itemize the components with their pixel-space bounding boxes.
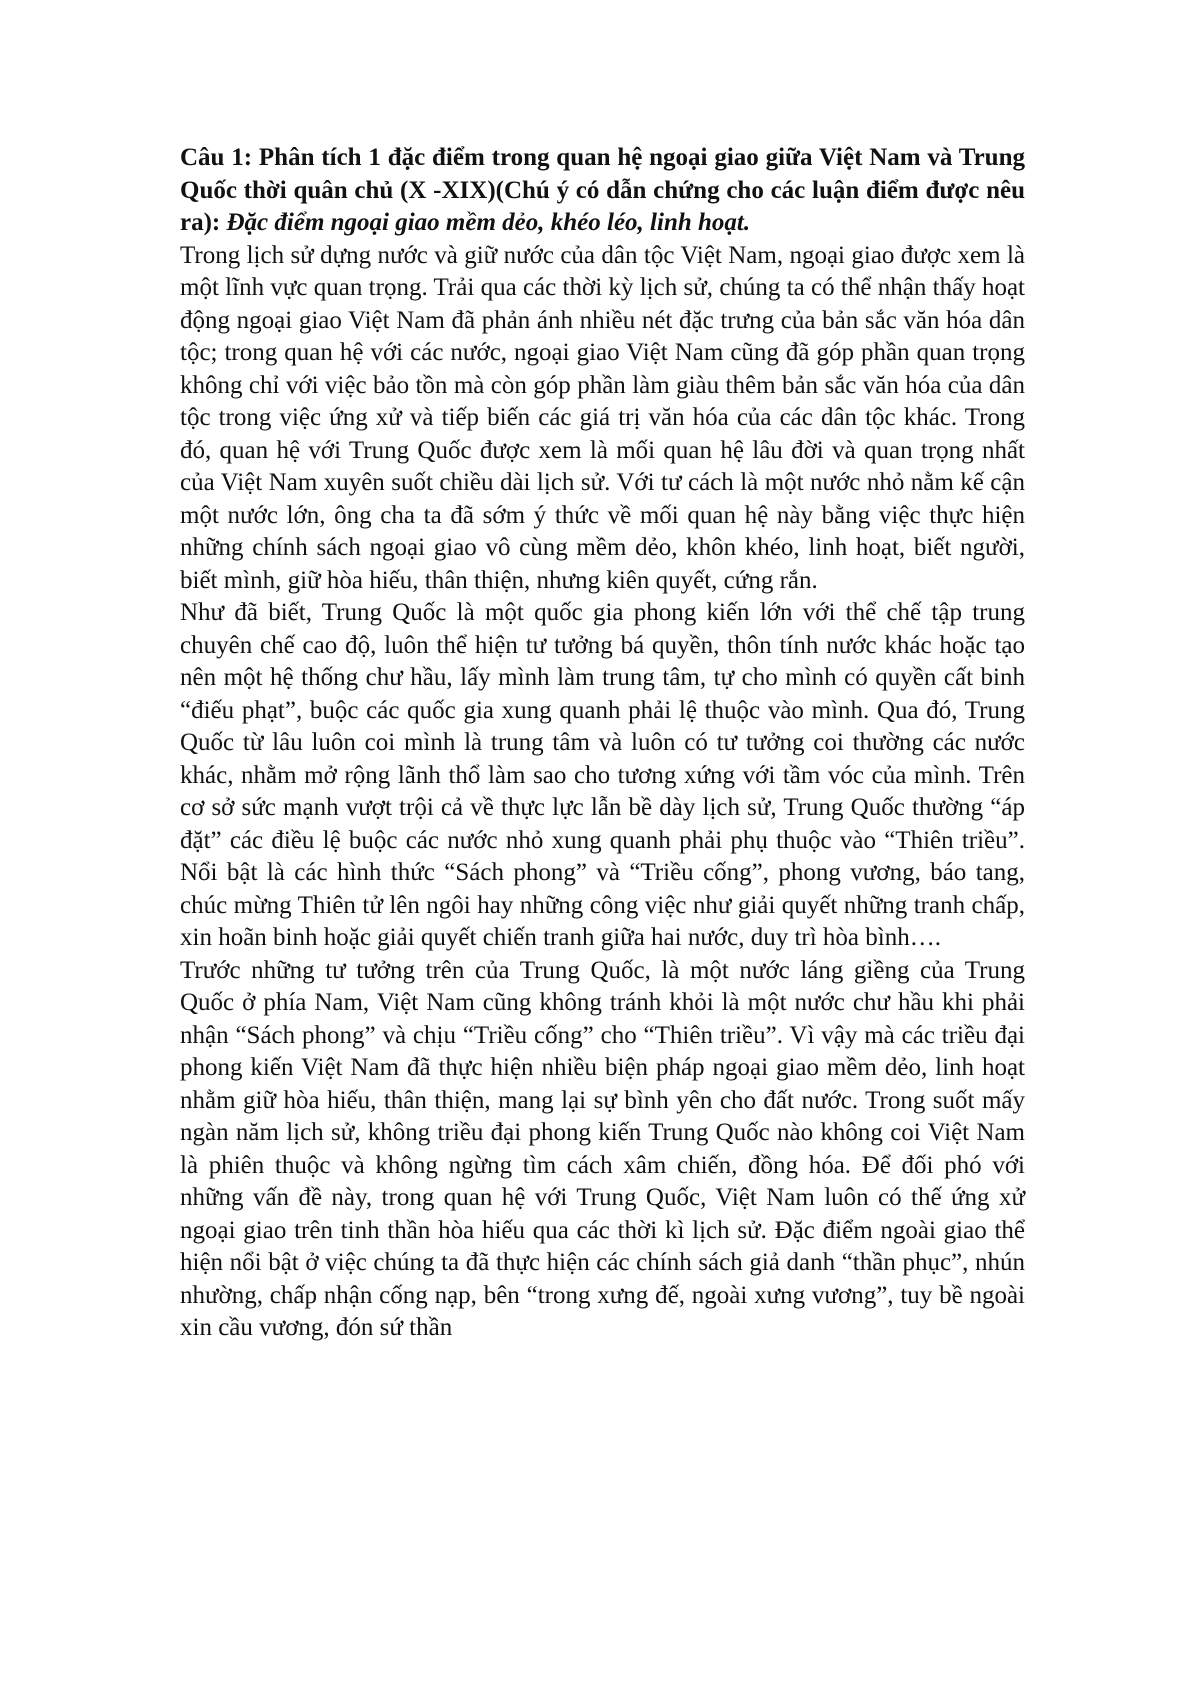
question-heading-emphasis: Đặc điểm ngoại giao mềm dẻo, khéo léo, linh hoạt. xyxy=(226,209,751,236)
paragraph-3: Trước những tư tưởng trên của Trung Quốc, là một nước láng giềng của Trung Quốc ở phía Nam, Việt Nam cũng không tránh khỏi là một nước chư hầu khi phải nhận “Sách phong” và chịu “Triều cống” cho “Thiên triều”. Vì vậy mà các triều đại phong kiến Việt Nam đã thực hiện nhiều biện pháp ngoại giao mềm dẻo, linh hoạt nhằm giữ hòa hiếu, thân thiện, mang lại sự bình yên cho đất nước. Trong suốt mấy ngàn năm lịch sử, không triều đại phong kiến Trung Quốc nào không coi Việt Nam là phiên thuộc và không ngừng tìm cách xâm chiến, đồng hóa. Để đối phó với những vấn đề này, trong quan hệ với Trung Quốc, Việt Nam luôn có thế ứng xử ngoại giao trên tinh thần hòa hiếu qua các thời kì lịch sử. Đặc điểm ngoài giao thể hiện nổi bật ở việc chúng ta đã thực hiện các chính sách giả danh “thần phục”, nhún nhường, chấp nhận cống nạp, bên “trong xưng đế, ngoài xưng vương”, tuy bề ngoài xin cầu vương, đón sứ thần xyxy=(180,956,1025,1341)
question-heading xyxy=(180,142,1025,240)
paragraph-1: Trong lịch sử dựng nước và giữ nước của dân tộc Việt Nam, ngoại giao được xem là một lĩnh vực quan trọng. Trải qua các thời kỳ lịch sử, chúng ta có thể nhận thấy hoạt động ngoại giao Việt Nam đã phản ánh nhiều nét đặc trưng của bản sắc văn hóa dân tộc; trong quan hệ với các nước, ngoại giao Việt Nam cũng đã góp phần quan trọng không chỉ với việc bảo tồn mà còn góp phần làm giàu thêm bản sắc văn hóa của dân tộc trong việc ứng xử và tiếp biến các giá trị văn hóa của các dân tộc khác. Trong đó, quan hệ với Trung Quốc được xem là mối quan hệ lâu đời và quan trọng nhất của Việt Nam xuyên suốt chiều dài lịch sử. Với tư cách là một nước nhỏ nằm kế cận một nước lớn, ông cha ta đã sớm ý thức về mối quan hệ này bằng việc thực hiện những chính sách ngoại giao vô cùng mềm dẻo, khôn khéo, linh hoạt, biết người, biết mình, giữ hòa hiếu, thân thiện, nhưng kiên quyết, cứng rắn. xyxy=(180,241,1025,594)
document-page xyxy=(180,142,1025,1345)
paragraph-2: Như đã biết, Trung Quốc là một quốc gia phong kiến lớn với thể chế tập trung chuyên chế cao độ, luôn thể hiện tư tưởng bá quyền, thôn tính nước khác hoặc tạo nên một hệ thống chư hầu, lấy mình làm trung tâm, tự cho mình có quyền cất binh “điếu phạt”, buộc các quốc gia xung quanh phải lệ thuộc vào mình. Qua đó, Trung Quốc từ lâu luôn coi mình là trung tâm và luôn có tư tưởng coi thường các nước khác, nhằm mở rộng lãnh thổ làm sao cho tương xứng với tầm vóc của mình. Trên cơ sở sức mạnh vượt trội cả về thực lực lẫn bề dày lịch sử, Trung Quốc thường “áp đặt” các điều lệ buộc các nước nhỏ xung quanh phải phụ thuộc vào “Thiên triều”. Nổi bật là các hình thức “Sách phong” và “Triều cống”, phong vương, báo tang, chúc mừng Thiên tử lên ngôi hay những công việc như giải quyết những tranh chấp, xin hoãn binh hoặc giải quyết chiến tranh giữa hai nước, duy trì hòa bình…. xyxy=(180,599,1025,951)
question-heading-lead: Câu 1: Phân tích 1 đặc điểm trong quan hệ ngoại giao giữa Việt Nam và Trung Quốc thời quân chủ (X -XIX)(Chú ý có dẫn chứng cho các luận điểm được nêu ra): xyxy=(180,144,1025,236)
